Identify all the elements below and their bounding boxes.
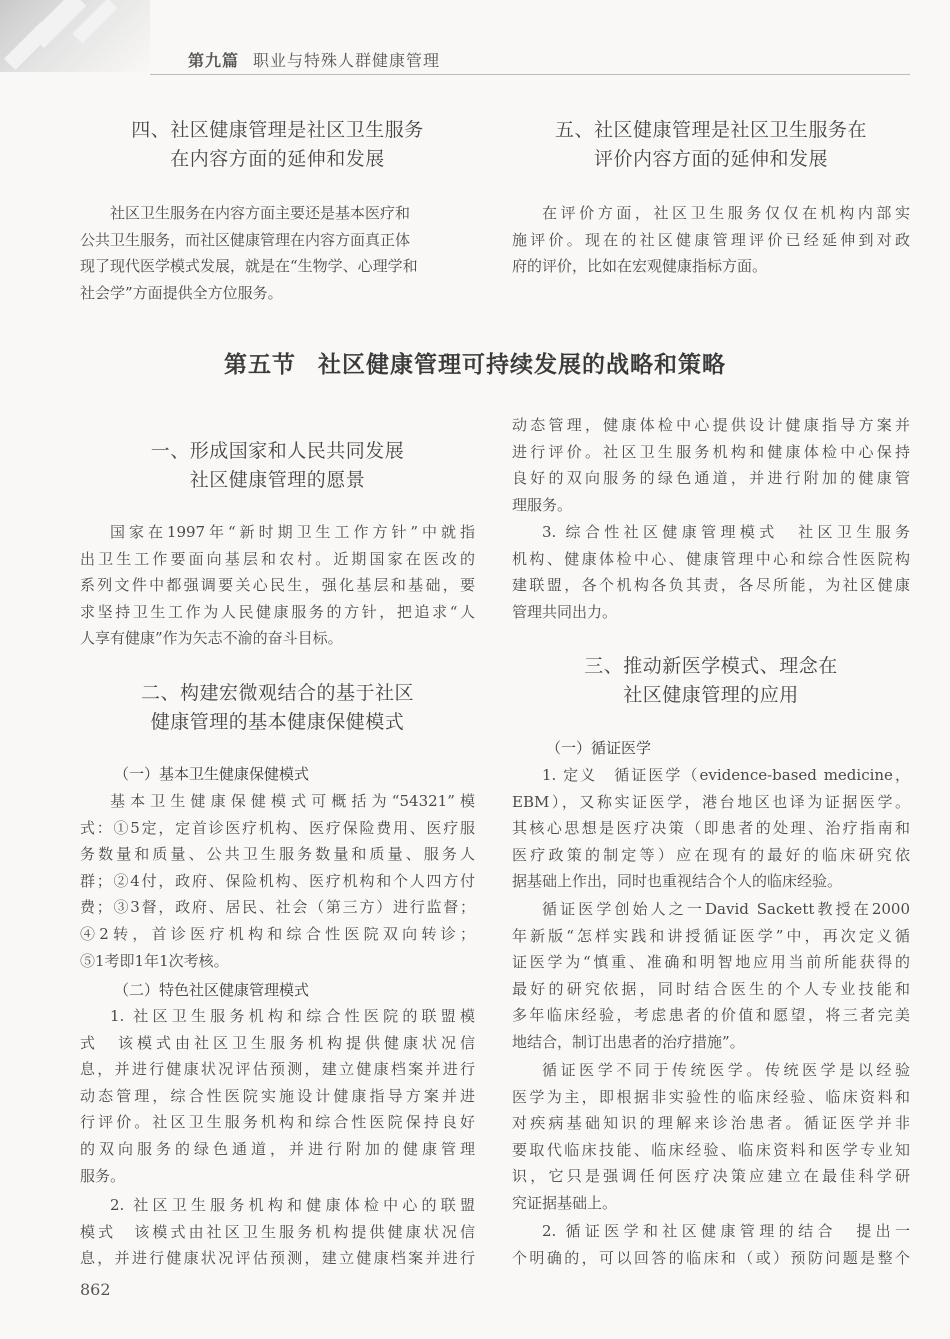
heading-4: [80, 116, 475, 174]
text-line: 府的评价，比如在宏观健康指标方面。: [512, 257, 768, 276]
subheading-ebm: （一）循证医学: [546, 739, 652, 757]
section-number: 第五节: [224, 351, 296, 378]
section-title: [0, 346, 950, 379]
text-line: 证医学为“慎重、准确和明智地应用当前所能获得的: [512, 953, 910, 972]
heading-2: [80, 679, 475, 737]
text-line: EBM），又称实证医学，港台地区也译为证据医学。: [512, 792, 910, 811]
text-line: 息，并进行健康状况评估预测，建立健康档案并进行: [80, 1060, 475, 1079]
text-line: 良好的双向服务的绿色通道，并进行附加的健康管: [512, 469, 910, 488]
text-line: 求坚持卫生工作为人民健康服务的方针，把追求“人: [80, 602, 475, 621]
paragraph: [512, 1057, 910, 1217]
text-line: 施评价。现在的社区健康管理评价已经延伸到对政: [512, 230, 910, 249]
paragraph: [512, 1218, 910, 1271]
text-line: 其核心思想是医疗决策（即患者的处理、治疗指南和: [512, 819, 910, 838]
text-line: 管理共同出力。: [512, 602, 618, 621]
text-line: 社区卫生服务在内容方面主要还是基本医疗和: [110, 204, 411, 222]
subheading-basic-model: （一）基本卫生健康保健模式: [114, 765, 310, 783]
part-title: 职业与特殊人群健康管理: [253, 51, 441, 70]
heading-1: [80, 437, 475, 495]
text-line: 个明确的，可以回答的临床和（或）预防问题是整个: [512, 1248, 910, 1267]
heading-line: 五、社区健康管理是社区卫生服务在: [554, 119, 867, 141]
text-line: 式 该模式由社区卫生服务机构提供健康状况信: [80, 1033, 475, 1052]
text-line: 据基础上作出，同时也重视结合个人的临床经验。: [512, 872, 843, 891]
text-line: 群；②4付，政府、保险机构、医疗机构和个人四方付: [80, 871, 475, 890]
text-line: 动态管理，健康体检中心提供设计健康指导方案并: [512, 416, 910, 434]
text-line: 基本卫生健康保健模式可概括为“54321”模: [110, 792, 475, 810]
paragraph: [80, 200, 475, 306]
text-line: 机构、健康体检中心、健康管理中心和综合性医院构: [512, 549, 910, 568]
text-line: 系列文件中都强调要关心民生，强化基层和基础，要: [80, 576, 475, 595]
text-line: 地结合，制订出患者的治疗措施”。: [512, 1032, 745, 1051]
text-line: 究证据基础上。: [512, 1193, 618, 1212]
paragraph: [512, 200, 910, 280]
text-line: 识，它只是强调任何医疗决策应建立在最佳科学研: [512, 1167, 910, 1186]
heading-line: 二、构建宏微观结合的基于社区: [140, 682, 414, 704]
text-line: 建联盟，各个机构各负其责，各尽所能，为社区健康: [512, 576, 910, 595]
paragraph: [512, 412, 910, 518]
text-line: 循证医学不同于传统医学。传统医学是以经验: [542, 1061, 910, 1079]
heading-5: [512, 116, 910, 174]
text-line: 最好的研究依据，同时结合医生的个人专业技能和: [512, 979, 910, 998]
text-line: 在评价方面，社区卫生服务仅仅在机构内部实: [542, 204, 910, 222]
running-header: [188, 48, 440, 71]
heading-line: 评价内容方面的延伸和发展: [593, 148, 828, 170]
text-line: 的双向服务的绿色通道，并进行附加的健康管理: [80, 1139, 475, 1158]
text-line: 人享有健康”作为矢志不渝的奋斗目标。: [80, 629, 343, 648]
text-line: 式：①5定，定首诊医疗机构、医疗保险费用、医疗服: [80, 818, 475, 837]
paragraph: [512, 519, 910, 625]
paragraph: [512, 896, 910, 1056]
text-line: 1. 社区卫生服务机构和综合性医院的联盟模: [110, 1007, 475, 1025]
text-line: 对疾病基础知识的理解来诊治患者。循证医学并非: [512, 1114, 910, 1133]
text-line: 国家在1997年“新时期卫生工作方针”中就指: [110, 523, 475, 541]
paragraph: [80, 788, 475, 974]
text-line: 医学为主，即根据非实验性的临床经验、临床资料和: [512, 1087, 910, 1106]
text-line: 息，并进行健康状况评估预测，建立健康档案并进行: [80, 1249, 475, 1268]
text-line: 公共卫生服务，而社区健康管理在内容方面真正体: [80, 230, 411, 249]
paragraph: [512, 762, 910, 895]
heading-line: 社区健康管理的愿景: [189, 469, 366, 491]
text-line: ④2转，首诊医疗机构和综合性医院双向转诊；: [80, 924, 475, 943]
text-line: 现了现代医学模式发展，就是在“生物学、心理学和: [80, 257, 418, 276]
heading-line: 在内容方面的延伸和发展: [170, 148, 385, 170]
heading-3: [512, 652, 910, 710]
part-number: 第九篇: [188, 51, 240, 70]
paragraph: [80, 1003, 475, 1189]
paragraph: [80, 1192, 475, 1272]
heading-line: 社区健康管理的应用: [623, 684, 799, 706]
page-number: 862: [80, 1280, 111, 1299]
text-line: 费；③3督，政府、居民、社会（第三方）进行监督；: [80, 898, 475, 917]
text-line: 1. 定义 循证医学（evidence-based medicine，: [542, 766, 910, 784]
subheading-special-model: （二）特色社区健康管理模式: [114, 981, 310, 999]
heading-line: 四、社区健康管理是社区卫生服务: [131, 119, 424, 141]
text-line: 年新版“怎样实践和讲授循证医学”中，再次定义循: [512, 926, 910, 945]
text-line: 2. 循证医学和社区健康管理的结合 提出一: [542, 1222, 910, 1240]
section-heading: 社区健康管理可持续发展的战略和策略: [318, 351, 726, 378]
text-line: 社会学”方面提供全方位服务。: [80, 283, 283, 302]
text-line: 3. 综合性社区健康管理模式 社区卫生服务: [542, 523, 910, 541]
header-rule: [150, 74, 910, 75]
text-line: 理服务。: [512, 495, 573, 514]
text-line: 服务。: [80, 1166, 126, 1185]
text-line: 动态管理，综合性医院实施设计健康指导方案并进: [80, 1086, 475, 1105]
heading-line: 三、推动新医学模式、理念在: [584, 655, 838, 677]
text-line: 务数量和质量、公共卫生服务数量和质量、服务人: [80, 845, 475, 864]
text-line: 模式 该模式由社区卫生服务机构提供健康状况信: [80, 1222, 475, 1241]
text-line: 进行评价。社区卫生服务机构和健康体检中心保持: [512, 442, 910, 461]
text-line: 多年临床经验，考虑患者的价值和愿望，将三者完美: [512, 1006, 910, 1025]
text-line: 要取代临床技能、临床经验、临床资料和医学专业知: [512, 1140, 910, 1159]
heading-line: 一、形成国家和人民共同发展: [150, 440, 405, 462]
text-line: 出卫生工作要面向基层和农村。近期国家在医改的: [80, 549, 475, 568]
header-corner-decoration: [0, 0, 150, 72]
text-line: ⑤1考即1年1次考核。: [80, 951, 229, 970]
text-line: 行评价。社区卫生服务机构和综合性医院保持良好: [80, 1113, 475, 1132]
text-line: 循证医学创始人之一David Sackett教授在2000: [542, 900, 910, 918]
text-line: 2. 社区卫生服务机构和健康体检中心的联盟: [110, 1196, 475, 1214]
text-line: 医疗政策的制定等）应在现有的最好的临床研究依: [512, 845, 910, 864]
paragraph: [80, 519, 475, 652]
heading-line: 健康管理的基本健康保健模式: [150, 711, 405, 733]
